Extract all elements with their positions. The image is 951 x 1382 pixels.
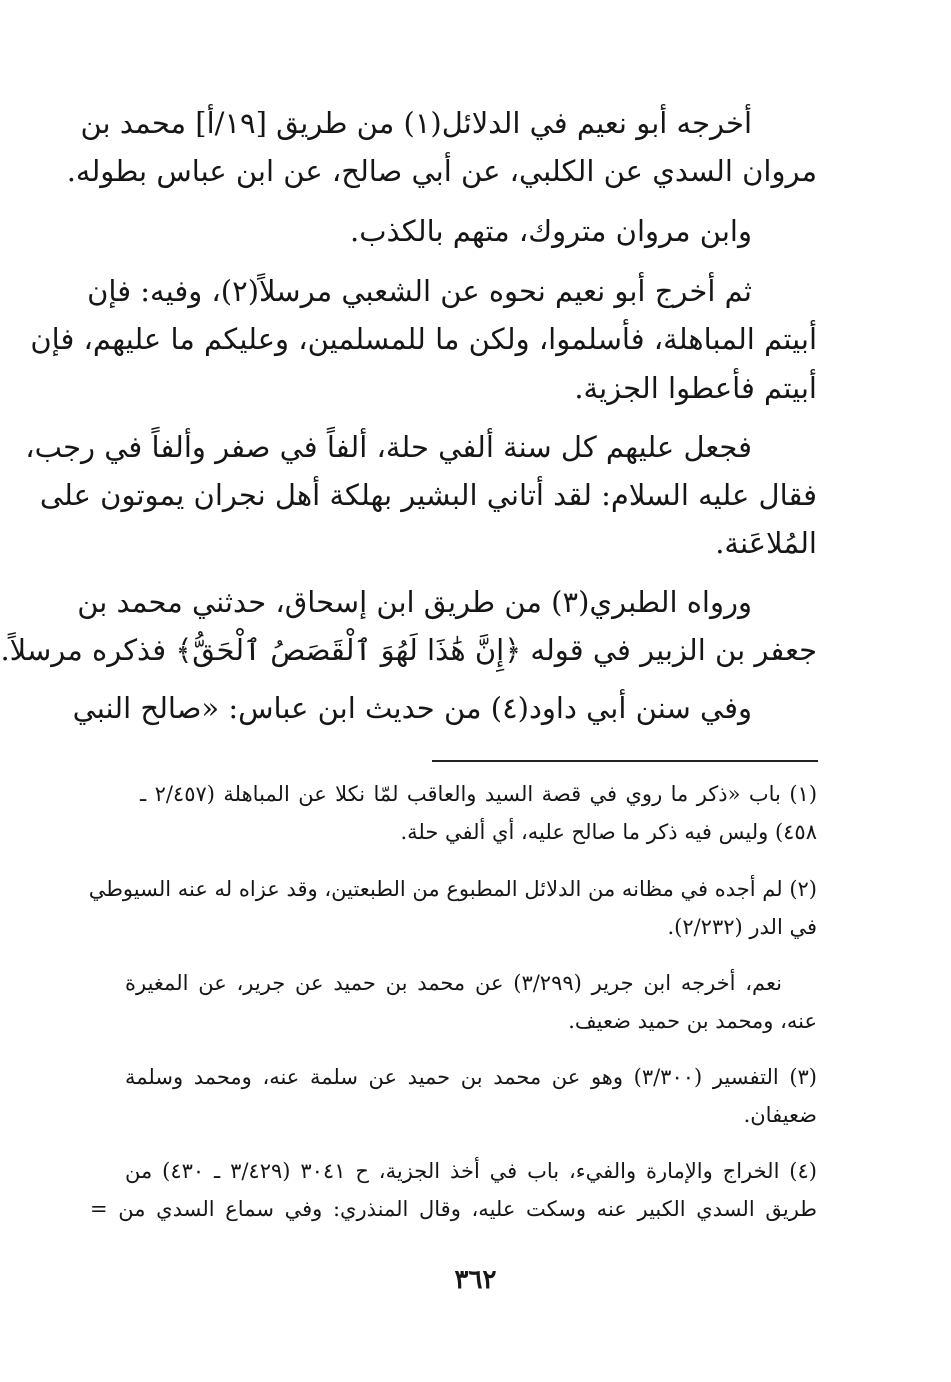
footnote-line: (١) باب «ذكر ما روي في قصة السيد والعاقب لمّا نكلا عن المباهلة (٢/٤٥٧ ـ <box>140 782 818 806</box>
body-line: أخرجه أبو نعيم في الدلائل(١) من طريق [١٩/أ] محمد بن <box>80 106 752 140</box>
footnote-separator <box>432 760 818 762</box>
body-line: ورواه الطبري(٣) من طريق ابن إسحاق، حدثني محمد بن <box>77 585 752 619</box>
footnote-line: ضعيفان. <box>743 1103 817 1127</box>
footnote-line: (٤) الخراج والإمارة والفيء، باب في أخذ الجزية، ح ٣٠٤١ (٣/٤٢٩ ـ ٤٣٠) من <box>125 1159 817 1183</box>
body-line: وابن مروان متروك، متهم بالكذب. <box>350 214 752 248</box>
footnote-line: (٢) لم أجده في مظانه من الدلائل المطبوع من الطبعتين، وقد عزاه له عنه السيوطي <box>88 877 817 901</box>
body-line: جعفر بن الزبير في قوله ﴿إِنَّ هَٰذَا لَهُوَ ٱلْقَصَصُ ٱلْحَقُّ﴾ فذكره مرسلاً. <box>0 633 817 667</box>
footnote-line: نعم، أخرجه ابن جرير (٣/٢٩٩) عن محمد بن حميد عن جرير، عن المغيرة <box>125 971 782 995</box>
body-line: فجعل عليهم كل سنة ألفي حلة، ألفاً في صفر وألفاً في رجب، <box>25 430 752 464</box>
footnote-line: في الدر (٢/٢٣٢). <box>667 915 817 939</box>
body-line: فقال عليه السلام: لقد أتاني البشير بهلكة أهل نجران يموتون على <box>39 478 817 512</box>
footnote-line: عنه، ومحمد بن حميد ضعيف. <box>568 1009 817 1033</box>
body-line: المُلاعَنة. <box>715 526 817 560</box>
body-line: أبيتم فأعطوا الجزية. <box>574 371 817 405</box>
body-line: وفي سنن أبي داود(٤) من حديث ابن عباس: «صالح النبي <box>72 691 752 725</box>
body-line: مروان السدي عن الكلبي، عن أبي صالح، عن ابن عباس بطوله. <box>66 154 817 188</box>
body-line: ثم أخرج أبو نعيم نحوه عن الشعبي مرسلاً(٢)، وفيه: فإن <box>87 274 752 308</box>
body-line: أبيتم المباهلة، فأسلموا، ولكن ما للمسلمين، وعليكم ما عليهم، فإن <box>30 322 817 356</box>
page-number: ٣٦٢ <box>454 1265 497 1295</box>
footnote-line: طريق السدي الكبير عنه وسكت عليه، وقال المنذري: وفي سماع السدي من = <box>90 1197 817 1221</box>
footnote-line: (٣) التفسير (٣/٣٠٠) وهو عن محمد بن حميد عن سلمة عنه، ومحمد وسلمة <box>125 1065 817 1089</box>
footnote-line: ٤٥٨) وليس فيه ذكر ما صالح عليه، أي ألفي حلة. <box>400 820 817 844</box>
